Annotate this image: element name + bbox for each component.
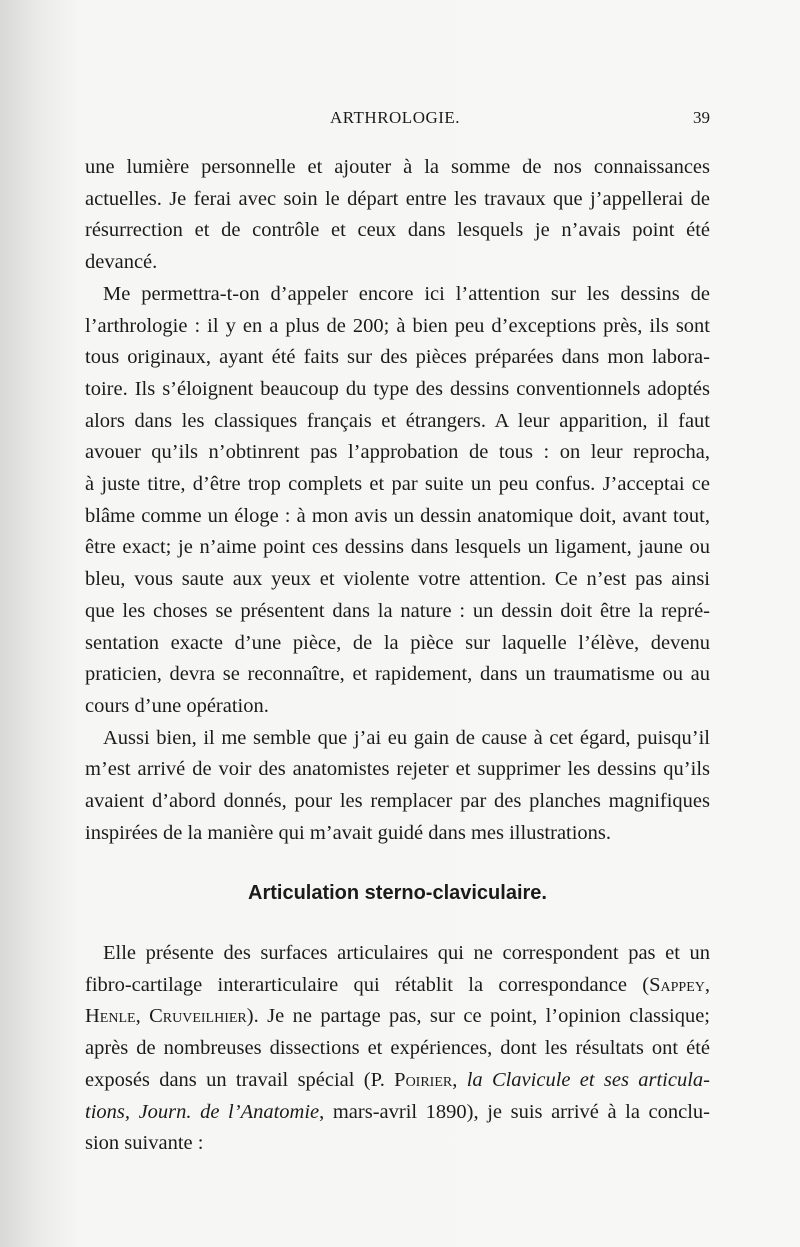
intro-text-block	[85, 152, 710, 849]
text-line: blâme comme un éloge : à mon avis un dessin anatomique doit, avant tout,	[85, 504, 710, 527]
page-number: 39	[693, 108, 710, 127]
text-line: que les choses se présentent dans la nature : un dessin doit être la repré-	[85, 599, 710, 622]
text-line: actuelles. Je ferai avec soin le départ entre les travaux que j’appellerai de	[85, 187, 710, 210]
text-line: après de nombreuses dissections et expériences, dont les résultats ont été	[85, 1037, 710, 1060]
text-line	[85, 1065, 710, 1097]
text-line: l’arthrologie : il y en a plus de 200; à bien peu d’exceptions près, ils sont	[85, 314, 710, 337]
text-line: alors dans les classiques français et étrangers. A leur apparition, il faut	[85, 409, 710, 432]
author-name: Poirier	[394, 1068, 453, 1091]
text-line: toire. Ils s’éloignent beaucoup du type des dessins conventionnels adoptés	[85, 377, 710, 400]
citation-title: tions, Journ. de l’Anatomie	[85, 1100, 320, 1123]
text-line: à juste titre, d’être trop complets et par suite un peu confus. J’acceptai ce	[85, 473, 710, 496]
paragraph-1	[85, 152, 710, 279]
running-title: ARTHROLOGIE.	[329, 108, 461, 127]
text-line	[85, 1097, 710, 1129]
text-line: sentation exacte d’une pièce, de la pièce sur laquelle l’élève, devenu	[85, 631, 710, 654]
text-line: Aussi bien, il me semble que j’ai eu gain de cause à cet égard, puisqu’il	[103, 726, 710, 749]
text-line: une lumière personnelle et ajouter à la somme de nos connaissances	[85, 156, 710, 178]
text-line: avaient d’abord donnés, pour les remplacer par des planches magnifiques	[85, 790, 710, 813]
text-run: ). Je ne partage pas, sur ce point, l’opinion classique;	[246, 1005, 711, 1028]
text-line: sion suivante :	[85, 1132, 204, 1155]
text-run: ,	[704, 973, 710, 996]
text-line: devancé.	[85, 251, 158, 274]
paragraph-3	[85, 723, 710, 850]
text-line: être exact; je n’aime point ces dessins dans lesquels un ligament, jaune ou	[85, 536, 710, 559]
text-line: bleu, vous saute aux yeux et violente votre attention. Ce n’est pas ainsi	[85, 568, 710, 591]
text-line: tous originaux, ayant été faits sur des pièces préparées dans mon labora-	[85, 346, 710, 369]
section-text-block	[85, 938, 710, 1160]
text-line: résurrection et de contrôle et ceux dans lesquels je n’avais point été	[85, 219, 710, 242]
author-name: Sappey	[649, 973, 705, 996]
author-name: Cruveilhier	[149, 1005, 247, 1028]
text-run: , mars-avril 1890), je suis arrivé à la conclu-	[319, 1100, 710, 1123]
text-run: ,	[452, 1068, 467, 1091]
text-line: m’est arrivé de voir des anatomistes rejeter et supprimer les dessins qu’ils	[85, 758, 710, 781]
text-line: inspirées de la manière qui m’avait guidé dans mes illustrations.	[85, 821, 612, 844]
text-line: cours d’une opération.	[85, 694, 269, 717]
text-line: Me permettra-t-on d’appeler encore ici l’attention sur les dessins de	[103, 282, 710, 305]
paragraph-2	[85, 279, 710, 723]
section-heading: Articulation sterno-claviculaire.	[248, 882, 547, 904]
text-run: fibro-cartilage interarticulaire qui rétablit la correspondance (	[85, 973, 650, 996]
citation-title: la Clavicule et ses articula-	[466, 1068, 711, 1091]
section-paragraph	[85, 938, 710, 1160]
author-name: Henle	[85, 1005, 136, 1028]
text-line: Elle présente des surfaces articulaires qui ne correspondent pas et un	[103, 942, 710, 964]
text-line	[85, 970, 710, 1002]
text-line	[85, 1001, 710, 1033]
text-line: avouer qu’ils n’obtinrent pas l’approbation de tous : on leur reprocha,	[85, 441, 710, 464]
text-line: praticien, devra se reconnaître, et rapidement, dans un traumatisme ou au	[85, 663, 710, 686]
text-run: ,	[135, 1005, 150, 1028]
running-head	[80, 108, 710, 136]
text-run: exposés dans un travail spécial (P.	[85, 1068, 395, 1091]
